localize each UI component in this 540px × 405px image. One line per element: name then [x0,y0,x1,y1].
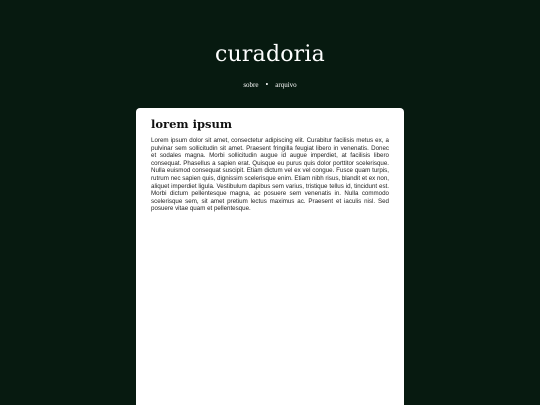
nav-link-arquivo[interactable]: arquivo [275,81,297,89]
main-nav [0,80,540,89]
nav-separator: • [265,79,269,89]
post-body: Lorem ipsum dolor sit amet, consectetur adipiscing elit. Curabitur facilisis metus ex, a pulvinar sem sollicitudin sit amet. Praesent fringilla feugiat libero in venenatis. Donec et sodales magna. Morbi sollicitudin augue id augue imperdiet, at facilisis libero consequat. Phasellus a sapien erat. Quisque eu purus quis dolor porttitor scelerisque. Nulla euismod consequat suscipit. Etiam dictum vel ex vel congue. Fusce quam turpis, rutrum nec sapien quis, dignissim scelerisque enim. Etiam nibh risus, blandit et ex non, aliquet imperdiet ligula. Vestibulum dapibus sem varius, tristique tellus id, tincidunt est. Morbi dictum pellentesque magna, ac posuere sem venenatis in. Nulla commodo scelerisque sem, sit amet pretium lectus maximus ac. Praesent et iaculis nisl. Sed posuere vitae quam et pellentesque. [151,137,389,213]
site-title[interactable]: curadoria [215,42,325,67]
nav-link-sobre[interactable]: sobre [243,81,259,89]
post-card [136,108,404,405]
post-title[interactable]: lorem ipsum [151,117,232,131]
